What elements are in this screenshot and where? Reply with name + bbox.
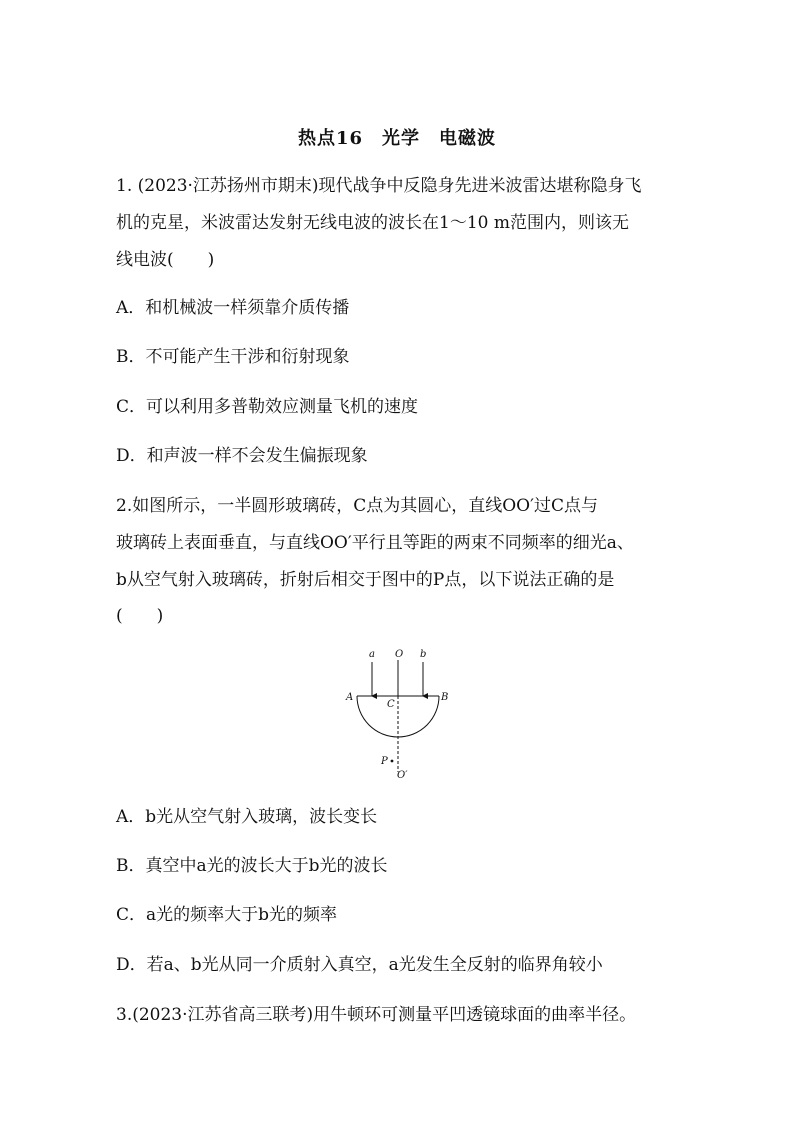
point-p xyxy=(391,760,394,763)
label-o-prime: O′ xyxy=(397,770,408,781)
label-C: C xyxy=(387,699,395,710)
q1-option-b: B．不可能产生干涉和衍射现象 xyxy=(116,347,350,367)
q2-text-line-4: ( ) xyxy=(116,606,164,626)
page-title: 热点16 光学 电磁波 xyxy=(297,128,497,149)
label-b: b xyxy=(420,649,427,660)
q2-option-c: C．a光的频率大于b光的频率 xyxy=(116,905,338,925)
q1-option-d: D．和声波一样不会发生偏振现象 xyxy=(116,446,368,466)
q3-text-line-1: 3.(2023·江苏省高三联考)用牛顿环可测量平凹透镜球面的曲率半径。 xyxy=(116,1005,637,1025)
q2-option-d: D．若a、b光从同一介质射入真空，a光发生全反射的临界角较小 xyxy=(116,955,603,975)
q1-option-c: C．可以利用多普勒效应测量飞机的速度 xyxy=(116,397,419,417)
q2-text-line-1: 2.如图所示，一半圆形玻璃砖，C点为其圆心，直线OO′过C点与 xyxy=(116,496,598,516)
label-B: B xyxy=(441,692,449,703)
q1-option-a: A．和机械波一样须靠介质传播 xyxy=(116,298,350,318)
q1-text-line-3: 线电波( ) xyxy=(116,250,215,270)
q2-option-b: B．真空中a光的波长大于b光的波长 xyxy=(116,856,388,876)
label-A: A xyxy=(346,692,354,703)
q2-option-a: A．b光从空气射入玻璃，波长变长 xyxy=(116,807,378,827)
label-a: a xyxy=(369,649,375,660)
label-o: O xyxy=(395,649,404,660)
q1-text-line-1: 1. (2023·江苏扬州市期末)现代战争中反隐身先进米波雷达堪称隐身飞 xyxy=(116,176,642,196)
semicircle-glass-diagram xyxy=(340,644,460,784)
q2-text-line-3: b从空气射入玻璃砖，折射后相交于图中的P点，以下说法正确的是 xyxy=(116,570,615,590)
q2-text-line-2: 玻璃砖上表面垂直，与直线OO′平行且等距的两束不同频率的细光a、 xyxy=(116,533,634,553)
label-P: P xyxy=(381,756,388,767)
q1-text-line-2: 机的克星，米波雷达发射无线电波的波长在1～10 m范围内，则该无 xyxy=(116,213,629,233)
